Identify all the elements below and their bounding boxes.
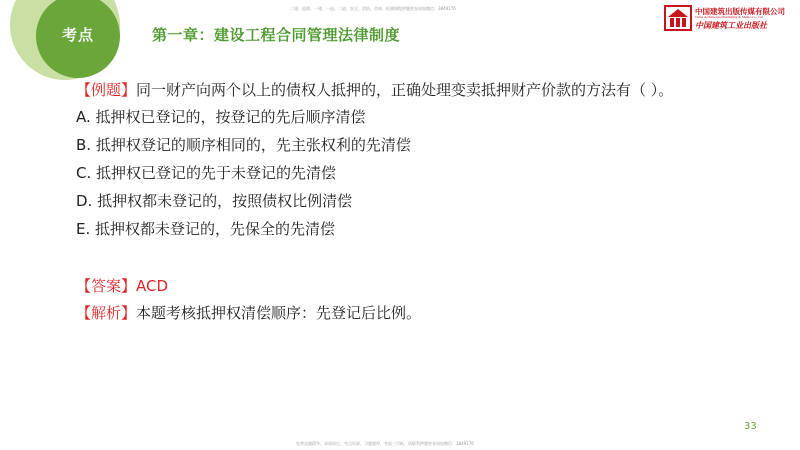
question-tag: 【例题】	[76, 81, 137, 99]
option-b: B. 抵押权登记的顺序相同的，先主张权利的先清偿	[76, 136, 411, 154]
analysis-line	[76, 303, 421, 323]
chapter-title: 第一章：建设工程合同管理法律制度	[152, 26, 401, 44]
question-stem: 同一财产向两个以上的债权人抵押的，正确处理变卖抵押财产价款的方法有（ ）。	[136, 81, 674, 99]
logo-name-cn: 中国建筑出版传媒有限公司	[695, 7, 785, 16]
top-watermark: 二建、监理、一建、一造、二造、安全、消防、咨询、检测课程押题密卷请加微信：3849176	[290, 6, 456, 11]
analysis-text: 本题考核抵押权清偿顺序：先登记后比例。	[136, 304, 422, 322]
answer-tag: 【答案】	[76, 277, 137, 295]
answer-line	[76, 276, 168, 296]
answer-value: ACD	[136, 277, 169, 295]
page-number: 33	[744, 421, 757, 432]
logo-name-en: China Architecture Publishing & Media Co., Ltd	[695, 15, 764, 19]
logo-press-cn: 中国建筑工业出版社	[695, 20, 767, 30]
bottom-watermark: 免费直播精华，承诺保过，考点资源，习题题库，考前三页纸，请联系押题密卷请加微信：3849176	[296, 441, 474, 446]
question-line	[76, 80, 673, 100]
option-e: E. 抵押权都未登记的，先保全的先清偿	[76, 220, 336, 238]
analysis-tag: 【解析】	[76, 304, 137, 322]
option-a: A. 抵押权已登记的，按登记的先后顺序清偿	[76, 108, 366, 126]
publisher-logo	[664, 5, 794, 35]
publisher-logo-icon	[664, 5, 692, 31]
option-d: D. 抵押权都未登记的，按照债权比例清偿	[76, 192, 353, 210]
option-c: C. 抵押权已登记的先于未登记的先清偿	[76, 164, 337, 182]
section-badge: 考点	[61, 26, 94, 44]
